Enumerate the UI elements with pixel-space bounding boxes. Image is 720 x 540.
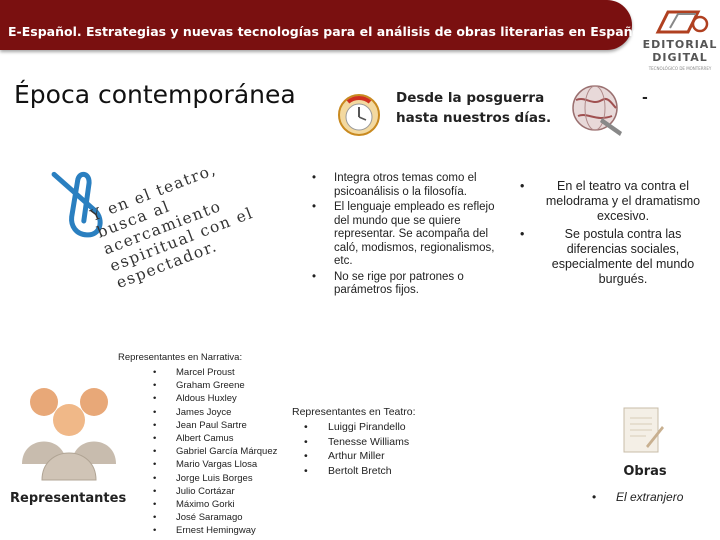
list-item: • Jorge Luis Borges (150, 472, 300, 485)
logo-mark-icon (652, 6, 714, 36)
list-item: • Luiggi Pirandello (300, 420, 450, 435)
list-item: • Aldous Huxley (150, 392, 300, 405)
logo-subtitle: TECNOLÓGICO DE MONTERREY (648, 66, 712, 71)
theater-authors-list (300, 420, 450, 478)
period-line1: Desde la posguerra (396, 90, 545, 106)
list-item: • Graham Greene (150, 379, 300, 392)
works-label: Obras (623, 464, 667, 479)
logo-line1: EDITORIAL (642, 38, 718, 51)
narrative-heading: Representantes en Narrativa: (118, 352, 243, 363)
list-item: • Tenesse Williams (300, 435, 450, 450)
list-item: • Integra otros temas como el psicoanálisis o la filosofía. (312, 172, 498, 199)
list-item: • Se postula contra las diferencias sociales, especialmente del mundo burgués. (520, 227, 706, 287)
header-title: E-Español. Estrategias y nuevas tecnologías para el análisis de obras literarias en Español (8, 24, 646, 39)
list-item: • Ernest Hemingway (150, 524, 300, 537)
list-item: • Gabriel García Márquez (150, 445, 300, 458)
list-item: • Marcel Proust (150, 366, 300, 379)
period-line2: hasta nuestros días. (396, 110, 552, 126)
list-item: • Mario Vargas Llosa (150, 458, 300, 471)
list-item: • James Joyce (150, 406, 300, 419)
works-list (592, 490, 712, 504)
list-item: • Arthur Miller (300, 449, 450, 464)
logo-line2: DIGITAL (652, 51, 708, 64)
list-item: • Jean Paul Sartre (150, 419, 300, 432)
list-item: • Bertolt Bretch (300, 464, 450, 479)
page-title: Época contemporánea (14, 80, 296, 109)
list-item: • Julio Cortázar (150, 485, 300, 498)
list-item: • En el teatro va contra el melodrama y el dramatismo excesivo. (520, 179, 706, 224)
globe-icon (562, 78, 628, 140)
list-item: • Albert Camus (150, 432, 300, 445)
list-item: • José Saramago (150, 511, 300, 524)
theater-heading: Representantes en Teatro: (292, 406, 416, 418)
list-item: • Máximo Gorki (150, 498, 300, 511)
theater-traits-list (312, 172, 498, 300)
dash-text: - (642, 90, 648, 106)
representatives-label: Representantes (10, 491, 127, 506)
quote-text: Y en el teatro, busca al acercamiento espiritual con el espectador. (88, 160, 256, 293)
clock-icon (336, 92, 382, 138)
list-item: • No se rige por patrones o parámetros fijos. (312, 271, 498, 298)
people-icon (14, 374, 124, 482)
list-item: • El lenguaje empleado es reflejo del mundo que se quiere representar. Se acompaña del caló, modismos, regionalismos, etc. (312, 201, 498, 269)
narrative-authors-list (150, 366, 300, 538)
list-item: • El extranjero (592, 490, 712, 504)
theater-goals-list (520, 179, 706, 290)
document-icon (616, 404, 668, 456)
period-text (396, 88, 566, 128)
